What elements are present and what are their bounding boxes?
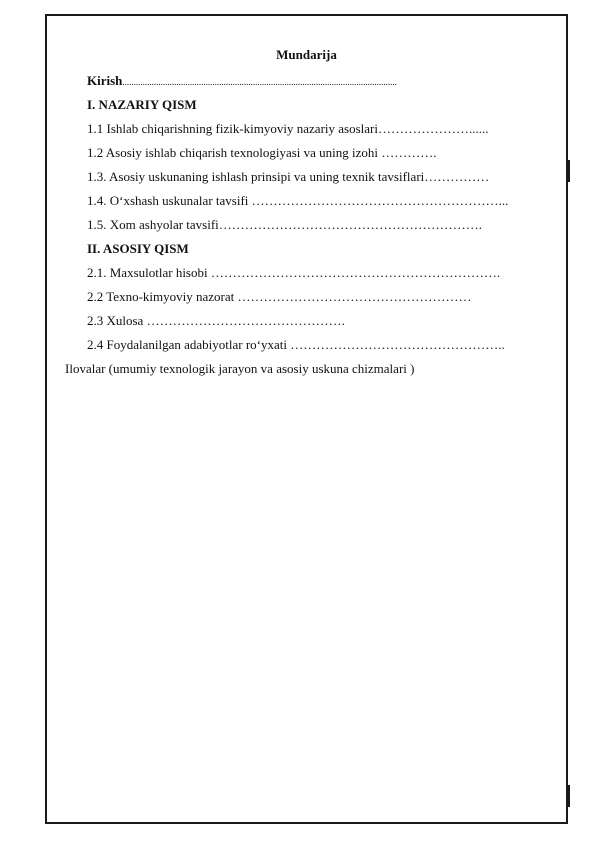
toc-title: Mundarija — [276, 47, 337, 62]
toc-entry-label: 1.3. Asosiy uskunaning ishlash prinsipi va uning texnik tavsiflari — [87, 169, 425, 184]
toc-entry-label: 2.4 Foydalanilgan adabiyotlar ro‘yxati — [87, 337, 288, 352]
toc-entry-1-4 — [87, 193, 508, 209]
toc-entry-2-4 — [87, 337, 505, 353]
toc-entry-leader: …………. — [378, 145, 437, 160]
toc-entry-label: Ilovalar (umumiy texnologik jarayon va asosiy uskuna chizmalari ) — [65, 361, 415, 376]
toc-entry-label: 1.2 Asosiy ishlab chiqarish texnologiyasi va uning izohi — [87, 145, 379, 160]
toc-entry-label: II. ASOSIY QISM — [87, 241, 189, 256]
toc-entry-leader: ………………………………………. — [143, 313, 345, 328]
toc-entry-label: I. NAZARIY QISM — [87, 97, 197, 112]
toc-entry-label: Kirish — [87, 73, 123, 88]
toc-entry-kirish — [87, 73, 397, 90]
toc-entry-leader: ………………………………………….. — [287, 337, 505, 352]
toc-entry-2-3 — [87, 313, 345, 329]
toc-entry-label: 1.1 Ishlab chiqarishning fizik-kimyoviy nazariy asoslari — [87, 121, 378, 136]
toc-entry-1-3 — [87, 169, 489, 185]
toc-entry-1-5 — [87, 217, 482, 233]
toc-entry-label: 2.3 Xulosa — [87, 313, 144, 328]
toc-entry-2-2 — [87, 289, 471, 305]
toc-entry-leader: ……………………………………………… — [234, 289, 472, 304]
toc-section-asosiy — [87, 241, 189, 257]
toc-entry-label: 1.5. Xom ashyolar tavsifi — [87, 217, 219, 232]
toc-entry-leader: .......................................................................................................................... — [122, 77, 397, 87]
toc-entry-label: 1.4. O‘xshash uskunalar tavsifi — [87, 193, 249, 208]
toc-entry-label: 2.2 Texno-kimyoviy nazorat — [87, 289, 235, 304]
toc-entry-1-2 — [87, 145, 437, 161]
border-mark — [568, 160, 570, 182]
toc-entry-1-1 — [87, 121, 488, 137]
border-mark — [568, 785, 570, 807]
toc-entry-2-1 — [87, 265, 500, 281]
toc-entry-leader: …………………………………………………………. — [207, 265, 501, 280]
toc-entry-leader: ……………………………………………………. — [218, 217, 483, 232]
toc-entry-label: 2.1. Maxsulotlar hisobi — [87, 265, 208, 280]
toc-entry-leader: …………… — [424, 169, 490, 184]
toc-entry-leader: …………………………………………………... — [248, 193, 509, 208]
toc-entry-leader: …………………...... — [377, 121, 489, 136]
toc-section-nazariy — [87, 97, 197, 113]
toc-entry-ilovalar — [65, 361, 414, 377]
